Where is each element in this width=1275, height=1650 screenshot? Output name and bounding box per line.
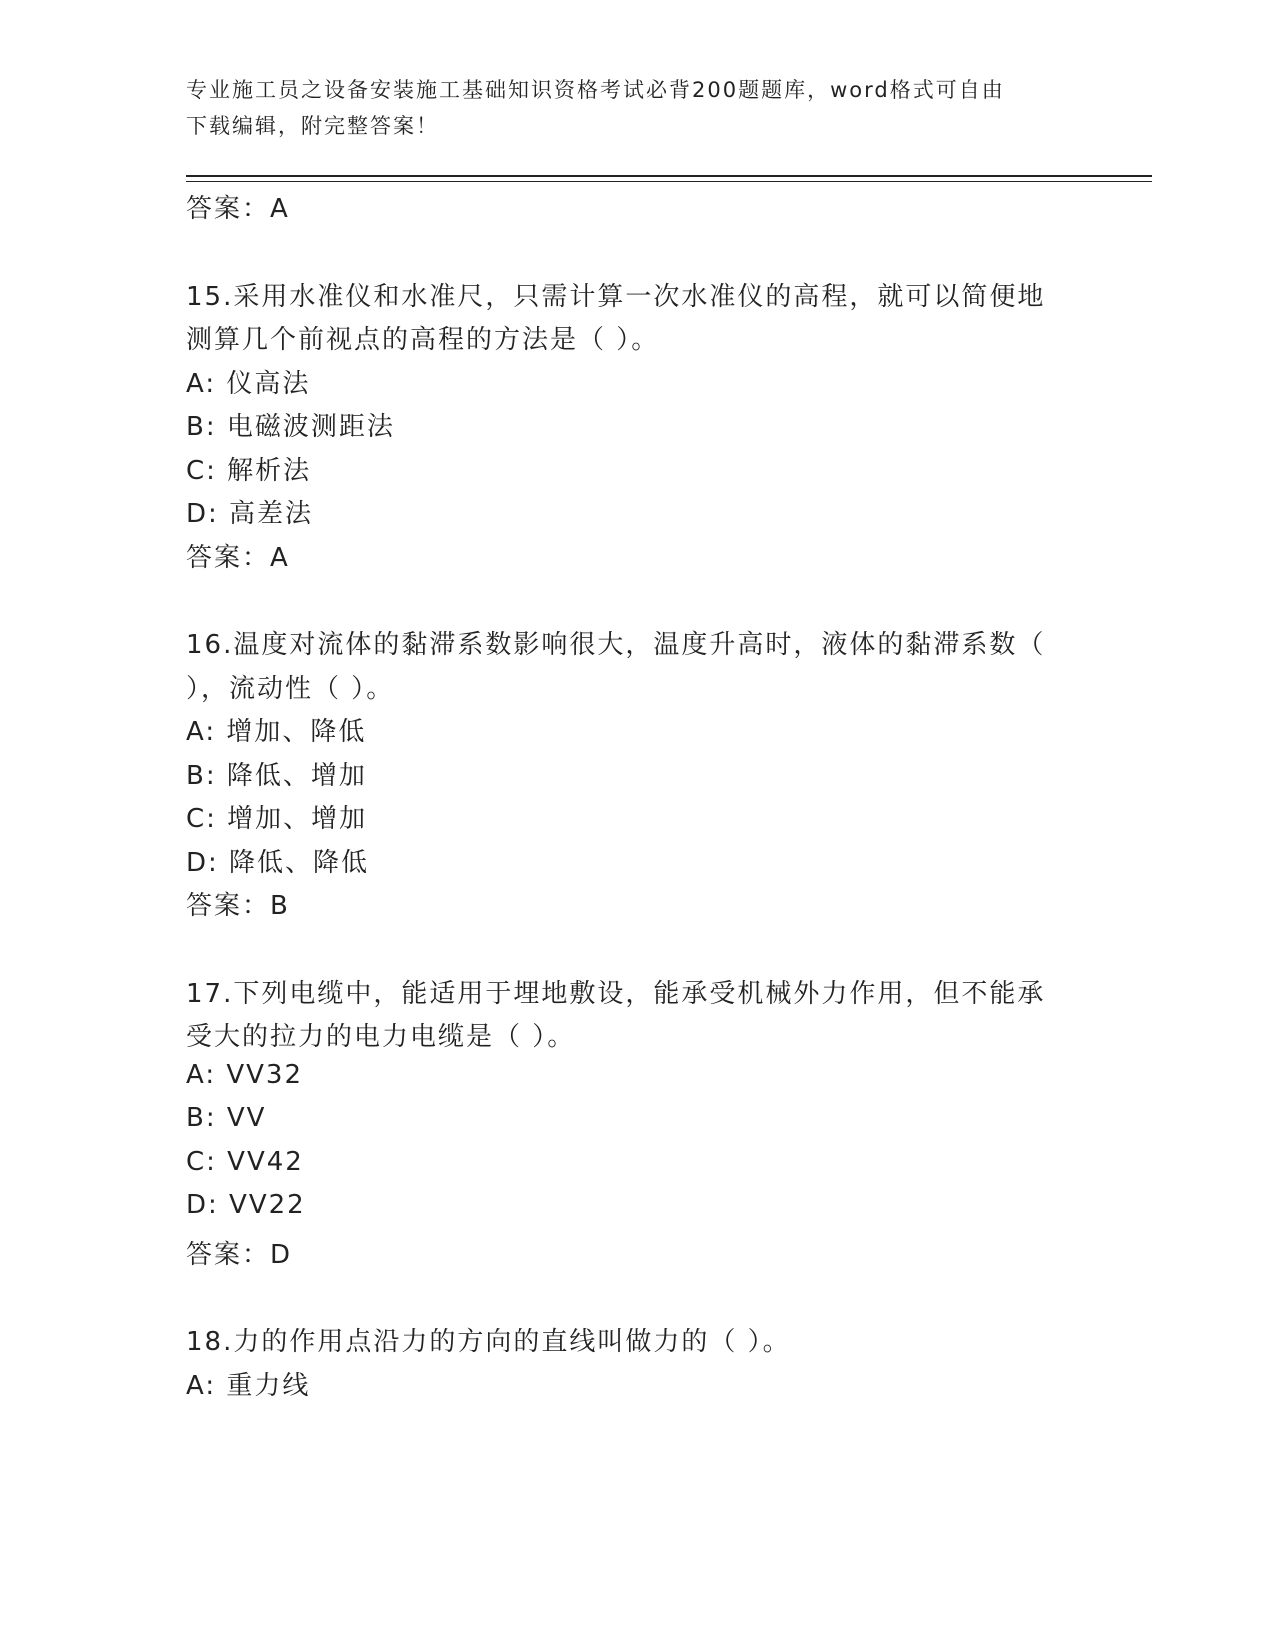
- option-d: D: 降低、降低: [186, 848, 370, 878]
- question-stem: 16.温度对流体的黏滞系数影响很大，温度升高时，液体的黏滞系数（: [186, 630, 1046, 660]
- option-b: B: 电磁波测距法: [186, 412, 395, 442]
- document-header: [186, 72, 1086, 144]
- header-rule-thick: [186, 175, 1152, 177]
- option-a: A: 增加、降低: [186, 717, 367, 747]
- question-stem: ），流动性（ ）。: [186, 674, 395, 704]
- option-d: D: VV22: [186, 1190, 306, 1220]
- question-stem: 测算几个前视点的高程的方法是（ ）。: [186, 325, 660, 355]
- answer-line: 答案：A: [186, 194, 290, 224]
- option-c: C: 解析法: [186, 456, 312, 486]
- answer-line: 答案：A: [186, 543, 290, 573]
- option-b: B: 降低、增加: [186, 761, 367, 791]
- answer-line: 答案：D: [186, 1240, 293, 1270]
- option-c: C: 增加、增加: [186, 804, 368, 834]
- header-line-1: 专业施工员之设备安装施工基础知识资格考试必背200题题库，word格式可自由: [186, 78, 1005, 102]
- question-stem: 15.采用水准仪和水准尺，只需计算一次水准仪的高程，就可以简便地: [186, 282, 1046, 312]
- option-d: D: 高差法: [186, 499, 314, 529]
- question-stem: 受大的拉力的电力电缆是（ ）。: [186, 1022, 576, 1052]
- question-stem: 18.力的作用点沿力的方向的直线叫做力的（ ）。: [186, 1327, 791, 1357]
- option-c: C: VV42: [186, 1147, 304, 1177]
- option-a: A: 重力线: [186, 1371, 311, 1401]
- question-stem: 17.下列电缆中，能适用于埋地敷设，能承受机械外力作用，但不能承: [186, 979, 1046, 1009]
- header-rule-thin: [186, 181, 1152, 182]
- header-line-2: 下载编辑，附完整答案！: [186, 114, 439, 138]
- option-a: A: VV32: [186, 1060, 304, 1090]
- answer-line: 答案：B: [186, 891, 290, 921]
- option-a: A: 仪高法: [186, 369, 311, 399]
- option-b: B: VV: [186, 1103, 267, 1133]
